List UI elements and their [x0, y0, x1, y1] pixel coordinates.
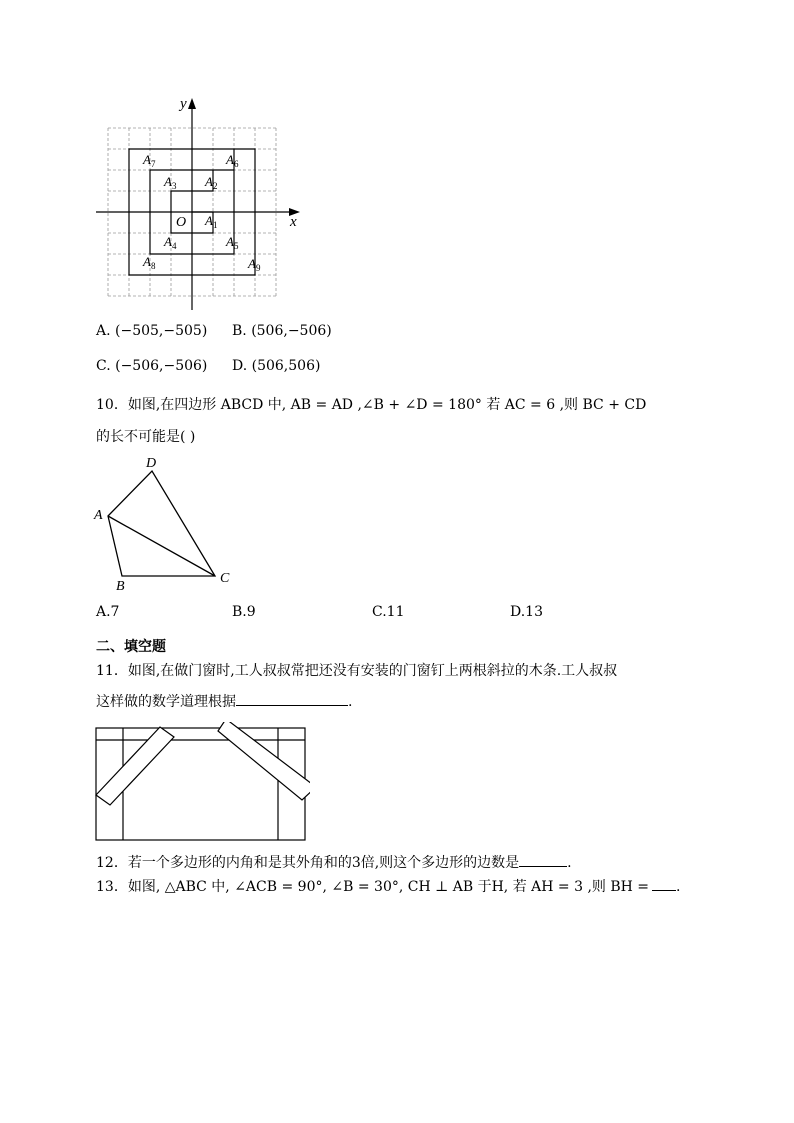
vertex-label-c: C — [220, 571, 230, 586]
point-label-a5: $A_5$ — [226, 234, 239, 251]
q10-stem-line1: 10．如图,在四边形 ABCD 中, AB = AD ,∠B + ∠D = 180° 若 AC = 6 ,则 BC + CD — [96, 397, 647, 413]
brace-left — [96, 727, 174, 805]
y-axis-arrow — [188, 98, 196, 109]
q10-option-a[interactable]: A.7 — [96, 604, 120, 620]
q10-option-d[interactable]: D.13 — [510, 604, 543, 620]
q9-option-b[interactable]: B. (506,−506) — [232, 323, 332, 339]
point-label-a4: $A_4$ — [164, 234, 177, 251]
q9-coordinate-figure — [90, 95, 310, 315]
q11-stem-line1: 11．如图,在做门窗时,工人叔叔常把还没有安装的门窗钉上两根斜拉的木条.工人叔叔 — [96, 663, 618, 679]
q11-period: . — [348, 694, 353, 710]
point-label-a1: $A_1$ — [205, 213, 218, 230]
q10-quadrilateral-figure — [90, 450, 240, 595]
q10-option-b[interactable]: B.9 — [232, 604, 256, 620]
q12-stem-text: 12．若一个多边形的内角和是其外角和的3倍,则这个多边形的边数是 — [96, 855, 520, 871]
q9-option-c[interactable]: C. (−506,−506) — [96, 358, 208, 374]
q11-answer-blank[interactable] — [236, 693, 348, 706]
origin-label: O — [176, 215, 187, 230]
q13-answer-blank[interactable] — [652, 878, 676, 891]
q10-option-c[interactable]: C.11 — [372, 604, 405, 620]
point-label-a9: $A_9$ — [248, 256, 261, 273]
vertex-label-a: A — [94, 508, 103, 523]
q13-stem-text: 13．如图, △ABC 中, ∠ACB = 90°, ∠B = 30°, CH ⊥ AB 于H, 若 AH = 3 ,则 BH = — [96, 879, 650, 895]
point-label-a8: $A_8$ — [143, 254, 156, 271]
vertex-label-b: B — [116, 579, 125, 594]
brace-right — [218, 722, 310, 800]
q11-frame-figure — [92, 722, 310, 844]
x-axis-label: x — [290, 214, 297, 230]
quadrilateral-abcd — [108, 471, 215, 576]
axes — [96, 104, 292, 310]
q9-option-d[interactable]: D. (506,506) — [232, 358, 321, 374]
q11-stem-text: 这样做的数学道理根据 — [96, 694, 236, 710]
q12-answer-blank[interactable] — [519, 854, 567, 867]
y-axis-label: y — [180, 96, 187, 112]
section-title: 二、填空题 — [96, 639, 166, 655]
point-label-a7: $A_7$ — [143, 152, 156, 169]
q12-period: . — [567, 855, 572, 871]
vertex-label-d: D — [146, 456, 157, 471]
q12-stem — [96, 852, 572, 872]
point-label-a6: $A_6$ — [226, 152, 239, 169]
q13-stem — [96, 876, 681, 896]
q11-stem-line2 — [96, 691, 352, 711]
q10-stem-line2: 的长不可能是( ) — [96, 429, 196, 445]
point-label-a3: $A_3$ — [164, 174, 177, 191]
q13-period: . — [676, 879, 681, 895]
q9-option-a[interactable]: A. (−505,−505) — [96, 323, 208, 339]
diagonal-ac — [108, 516, 215, 576]
point-label-a2: $A_2$ — [205, 174, 218, 191]
